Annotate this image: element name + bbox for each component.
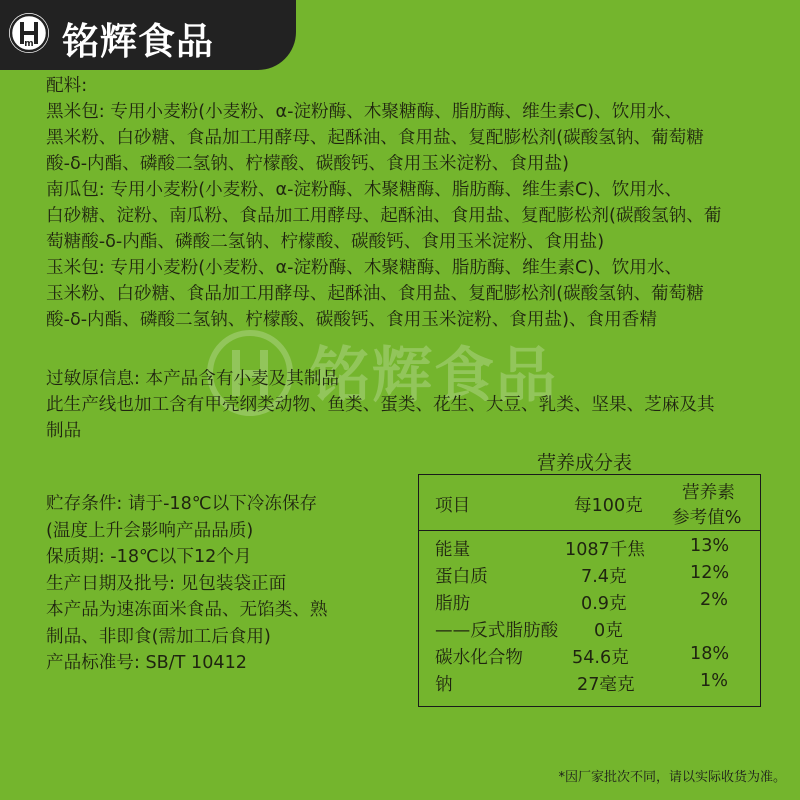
nutrient-nrv: 1% — [700, 671, 728, 691]
nutrient-name: 钠 — [435, 675, 453, 695]
ingredient-line: 酸-δ-内酯、磷酸二氢钠、柠檬酸、碳酸钙、食用玉米淀粉、食用盐)、食用香精 — [46, 310, 657, 330]
nutrition-table — [418, 474, 761, 707]
allergen-block — [46, 366, 776, 444]
ingredient-line: 玉米粉、白砂糖、食品加工用酵母、起酥油、食用盐、复配膨松剂(碳酸氢钠、葡萄糖 — [46, 284, 704, 304]
ingredient-section-corn — [46, 255, 776, 333]
nutrition-row-energy — [419, 536, 760, 563]
allergen-line: 制品 — [46, 421, 82, 441]
nutrient-value: 0克 — [594, 621, 623, 641]
brand-header — [0, 0, 296, 70]
allergen-line: 过敏原信息: 本产品含有小麦及其制品 — [46, 369, 340, 389]
storage-line: (温度上升会影响产品品质) — [46, 520, 254, 541]
header-item: 项目 — [435, 496, 471, 516]
ingredients-heading: 配料: — [46, 76, 88, 96]
nutrient-nrv: 2% — [700, 590, 728, 610]
nutrient-nrv: 18% — [690, 644, 730, 664]
ingredient-section-black-rice — [46, 99, 776, 177]
nutrition-row-fat — [419, 590, 760, 617]
watermark-text: 铭辉食品 — [310, 341, 558, 411]
nutrient-nrv: 12% — [690, 563, 730, 583]
storage-line: 贮存条件: 请于-18℃以下冷冻保存 — [46, 494, 318, 514]
nutrient-value: 0.9克 — [581, 594, 627, 614]
ingredient-line: 南瓜包: 专用小麦粉(小麦粉、α-淀粉酶、木聚糖酶、脂肪酶、维生素C)、饮用水、 — [46, 180, 683, 200]
nutrient-name: 蛋白质 — [435, 567, 488, 587]
nutrient-nrv: 13% — [690, 536, 730, 556]
production-date-line: 生产日期及批号: 见包装袋正面 — [46, 573, 287, 594]
nutrition-row-sodium — [419, 671, 760, 698]
allergen-line: 此生产线也加工含有甲壳纲类动物、鱼类、蛋类、花生、大豆、乳类、坚果、芝麻及其 — [46, 395, 715, 415]
ingredient-line: 萄糖酸-δ-内酯、磷酸二氢钠、柠檬酸、碳酸钙、食用玉米淀粉、食用盐) — [46, 232, 605, 252]
ingredient-section-pumpkin — [46, 177, 776, 255]
ingredient-line: 黑米包: 专用小麦粉(小麦粉、α-淀粉酶、木聚糖酶、脂肪酶、维生素C)、饮用水、 — [46, 102, 683, 122]
product-type-line: 制品、非即食(需加工后食用) — [46, 626, 271, 647]
nutrient-value: 27毫克 — [577, 675, 635, 695]
nutrient-value: 1087千焦 — [565, 540, 645, 560]
svg-text:m: m — [24, 39, 34, 49]
shelf-life-line: 保质期: -18℃以下12个月 — [46, 547, 252, 567]
nutrient-name: 能量 — [435, 540, 471, 560]
ingredients-block — [46, 73, 776, 333]
header-per100: 每100克 — [574, 496, 643, 516]
standard-number-line: 产品标准号: SB/T 10412 — [46, 653, 247, 673]
nutrient-value: 7.4克 — [581, 567, 627, 587]
nutrient-name: 脂肪 — [435, 594, 471, 614]
ingredient-line: 黑米粉、白砂糖、食品加工用酵母、起酥油、食用盐、复配膨松剂(碳酸氢钠、葡萄糖 — [46, 128, 704, 148]
ingredient-line: 酸-δ-内酯、磷酸二氢钠、柠檬酸、碳酸钙、食用玉米淀粉、食用盐) — [46, 154, 569, 174]
nutrition-table-header — [419, 475, 760, 531]
header-nrv-line1: 营养素 — [682, 483, 735, 503]
nutrition-row-carbohydrate — [419, 644, 760, 671]
nutrition-row-trans-fat — [419, 617, 760, 644]
nutrition-row-protein — [419, 563, 760, 590]
header-nrv-line2: 参考值% — [672, 508, 742, 528]
brand-name: 铭辉食品 — [62, 20, 214, 63]
storage-block — [46, 491, 376, 677]
ingredient-line: 白砂糖、淀粉、南瓜粉、食品加工用酵母、起酥油、食用盐、复配膨松剂(碳酸氢钠、葡 — [46, 206, 722, 226]
product-type-line: 本产品为速冻面米食品、无馅类、熟 — [46, 600, 328, 620]
ingredient-line: 玉米包: 专用小麦粉(小麦粉、α-淀粉酶、木聚糖酶、脂肪酶、维生素C)、饮用水、 — [46, 258, 683, 278]
disclaimer-note: *因厂家批次不同，请以实际收货为准。 — [558, 770, 786, 785]
nutrition-table-title: 营养成分表 — [537, 452, 633, 474]
nutrient-value: 54.6克 — [572, 648, 629, 668]
nutrient-name: 碳水化合物 — [435, 648, 523, 668]
nutrient-name: ——反式脂肪酸 — [435, 621, 559, 641]
brand-logo-icon — [9, 13, 49, 53]
